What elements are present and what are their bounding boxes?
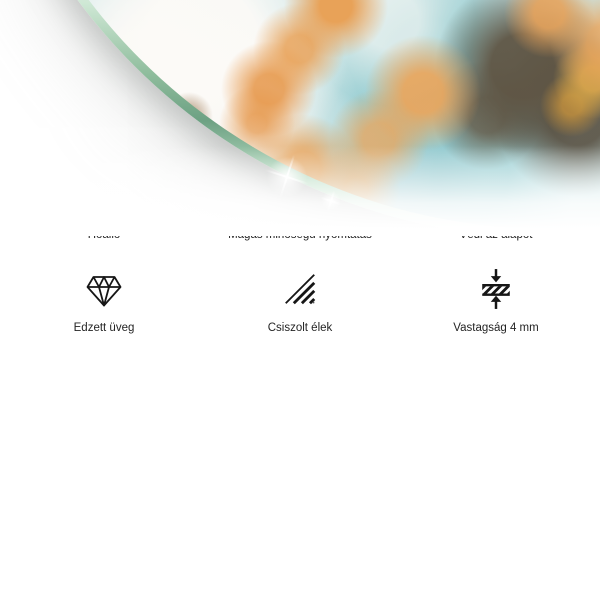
- feature-label: Vastagság 4 mm: [453, 322, 539, 334]
- feature-label: Csiszolt élek: [267, 322, 333, 334]
- feature-item-thickness: [398, 265, 594, 334]
- thickness-icon: [477, 265, 515, 313]
- feature-item-tempered-glass: [6, 265, 202, 334]
- product-image: [0, 0, 600, 236]
- feature-label: Edzett üveg: [73, 322, 135, 334]
- polished-edges-icon: [281, 265, 319, 313]
- diamond-icon: [84, 265, 124, 313]
- feature-item-polished-edges: [202, 265, 398, 334]
